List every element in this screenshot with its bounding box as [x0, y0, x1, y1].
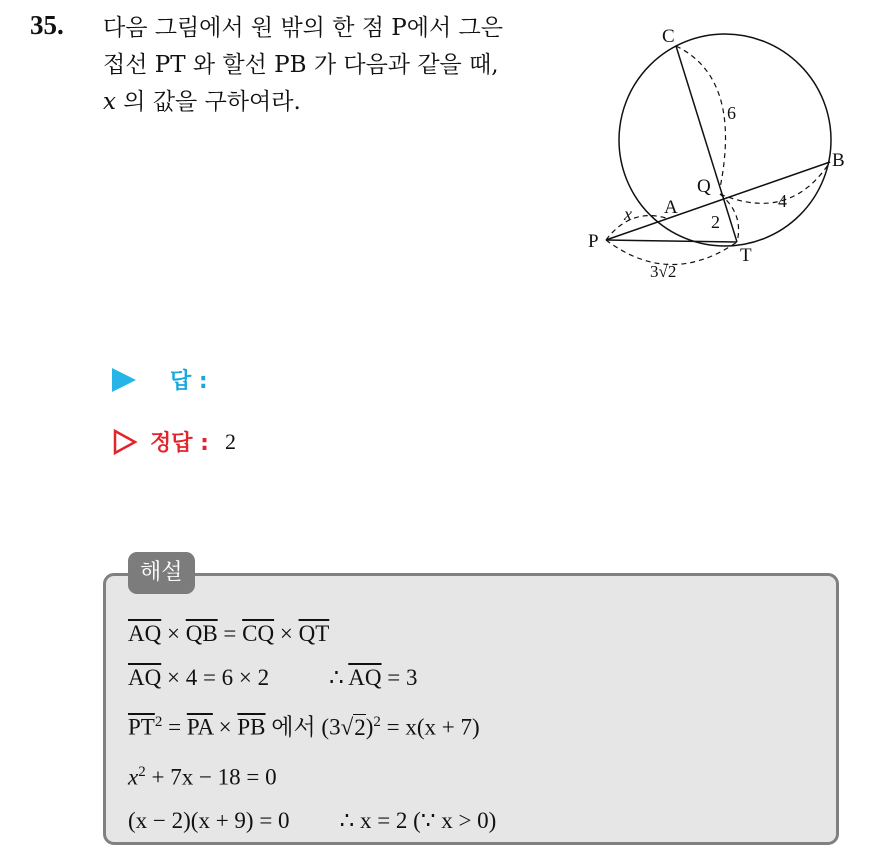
label-p: P [588, 231, 599, 252]
segment-pa: $\overline{PA}$ [186, 714, 213, 740]
equation-text: + 7x − 18 = 0 [145, 764, 277, 790]
equation-text: × 4 = 6 × 2 [161, 665, 270, 690]
explanation-line-1 [128, 612, 496, 656]
dash-three-sqrt2 [606, 240, 737, 265]
question-line-3 [103, 84, 503, 121]
segment-qt: $\overline{QT}$ [298, 621, 330, 646]
exponent: 2 [154, 714, 163, 730]
label-b: B [832, 150, 845, 171]
label-t: T [740, 245, 752, 266]
dash-six [676, 46, 726, 188]
answer-row [112, 364, 208, 395]
equation-text: = 3 [381, 665, 418, 690]
equation-text: 에서 (3 [265, 714, 341, 740]
segment-pb: $\overline{PB}$ [237, 714, 266, 740]
label-two: 2 [711, 212, 720, 232]
correct-answer-value: 2 [224, 428, 236, 454]
segment-cq: $\overline{CQ}$ [242, 621, 275, 646]
equation-text: ∴ x = 2 (∵ x > 0) [339, 808, 497, 834]
tangent-pt [606, 240, 737, 242]
explanation-lines [128, 612, 496, 843]
op: × [161, 621, 186, 646]
label-three-sqrt2: 3√2 [650, 262, 677, 281]
sqrt-value: 2 [354, 714, 366, 740]
question-line-2: 접선 PT 와 할선 PB 가 다음과 같을 때, [103, 52, 499, 78]
explanation-line-2 [128, 656, 496, 700]
correct-answer-label: 정답 : [150, 431, 209, 456]
correct-answer-row [112, 426, 236, 457]
equation-text: = x(x + 7) [380, 714, 480, 740]
answer-label: 답 : [170, 369, 208, 394]
explanation-line-4 [128, 750, 496, 800]
exponent: 2 [138, 763, 146, 780]
explanation-box [103, 573, 839, 845]
explanation-tab: 해설 [128, 552, 195, 594]
variable-x: x [128, 764, 139, 790]
segment-aq: $\overline{AQ}$ [128, 621, 162, 646]
op: × [212, 714, 238, 740]
label-q: Q [697, 176, 711, 197]
therefore: ∴ [329, 665, 349, 690]
label-x: x [624, 204, 632, 224]
explanation-line-3 [128, 700, 496, 750]
question-line-1: 다음 그림에서 원 밖의 한 점 P에서 그은 [103, 15, 503, 41]
segment-aq: $\overline{AQ}$ [348, 665, 382, 690]
question-number: 35. [30, 10, 64, 40]
sqrt-sign: √ [340, 714, 354, 740]
question-variable-x: x [103, 89, 116, 115]
correct-arrow-icon [112, 429, 138, 455]
exponent: 2 [373, 714, 381, 730]
label-a: A [664, 197, 678, 218]
op: = [217, 621, 243, 646]
op: × [274, 621, 299, 646]
paren: ) [365, 714, 374, 740]
label-four: 4 [778, 191, 787, 211]
segment-aq: $\overline{AQ}$ [128, 665, 162, 690]
op: = [162, 714, 187, 740]
segment-qb: $\overline{QB}$ [185, 621, 218, 646]
geometry-figure [580, 18, 860, 290]
question-text [103, 10, 503, 121]
label-six: 6 [727, 103, 736, 123]
equation-text: (x − 2)(x + 9) = 0 [128, 808, 290, 834]
explanation-line-5 [128, 799, 496, 843]
segment-pt: $\overline{PT}$ [128, 714, 155, 740]
question-line-3-rest: 의 값을 구하여라. [115, 89, 301, 115]
answer-arrow-icon [112, 368, 136, 392]
label-c: C [662, 26, 675, 47]
